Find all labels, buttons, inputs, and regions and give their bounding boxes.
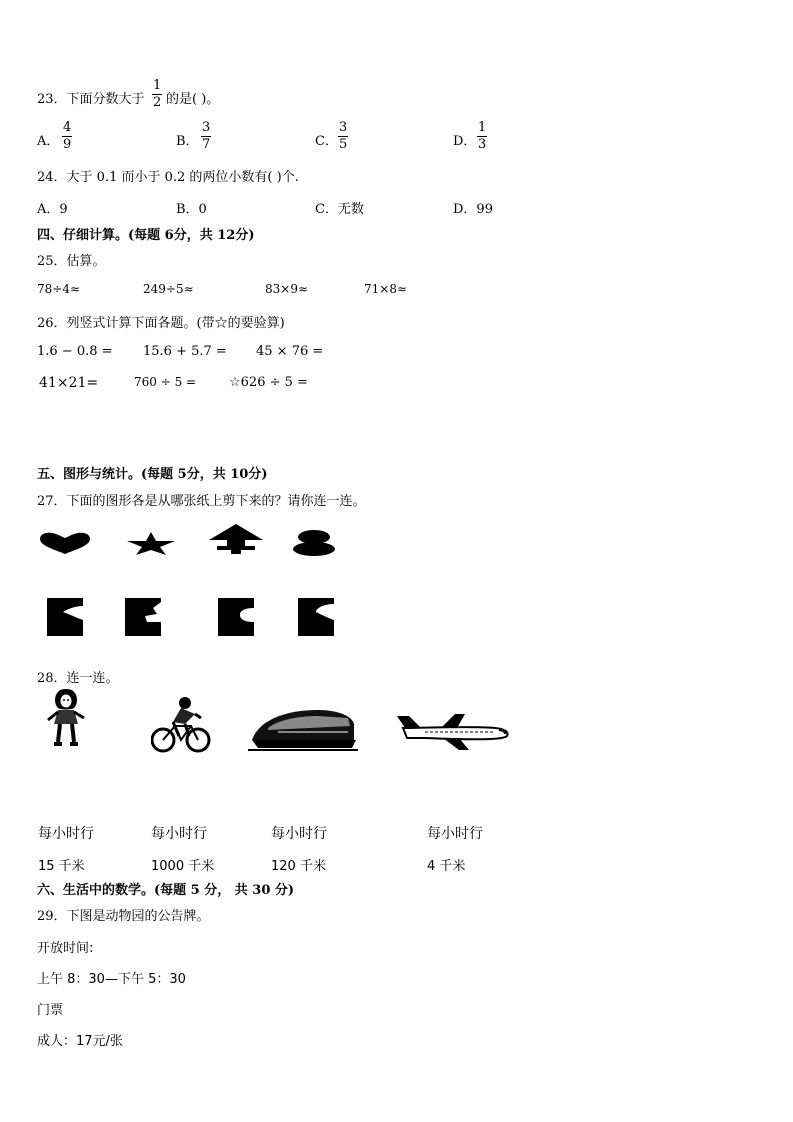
- star-icon: [126, 531, 176, 555]
- q27-title: 27．下面的图形各是从哪张纸上剪下来的？请你连一连。: [37, 494, 366, 509]
- speed-value-2: 1000 千米: [151, 859, 215, 874]
- q26-row1-item-1: 1.6 − 0.8 =: [37, 344, 113, 359]
- q26-row1-item-3: 45 × 76 =: [256, 344, 324, 359]
- q29-line-2: 上午 8：30—下午 5：30: [37, 972, 186, 987]
- q29-line-4: 成人：17元/张: [37, 1034, 123, 1049]
- speed-value-1: 15 千米: [38, 859, 85, 874]
- q26-row2-item-1: 41×21=: [39, 375, 99, 391]
- q23-prefix: 23．下面分数大于: [37, 92, 145, 107]
- q23-option-a-label: A．: [37, 134, 60, 149]
- section-5-heading: 五、图形与统计。(每题 5分，共 10分): [37, 467, 268, 482]
- q25-item-1: 78÷4≈: [37, 282, 81, 296]
- q24-option-c: C．无数: [315, 202, 364, 217]
- q26-row2-item-3: ☆626 ÷ 5 =: [229, 375, 308, 390]
- q26-title: 26．列竖式计算下面各题。(带☆的要验算): [37, 316, 285, 331]
- heart-icon: [38, 532, 92, 554]
- q23-stem: [37, 88, 145, 107]
- paper-mushroom-cut-icon: [298, 598, 334, 636]
- q23-option-d-fraction: 1 3: [478, 120, 487, 152]
- q29-line-3: 门票: [37, 1003, 64, 1018]
- q29-title: 29．下图是动物园的公告牌。: [37, 909, 210, 924]
- speed-label-2: 每小时行: [151, 826, 207, 842]
- q25-title: 25．估算。: [37, 254, 106, 269]
- section-6-heading: 六、生活中的数学。(每题 5 分， 共 30 分): [37, 883, 295, 898]
- speed-label-3: 每小时行: [271, 826, 327, 842]
- speed-label-4: 每小时行: [427, 826, 483, 842]
- paper-arrow-cut-icon: [218, 598, 254, 636]
- cyclist-icon: [151, 696, 211, 754]
- speed-label-1: 每小时行: [38, 826, 94, 842]
- arrow-up-icon: [209, 524, 264, 554]
- q24-option-b: B．0: [176, 202, 207, 217]
- mushroom-icon: [292, 530, 336, 556]
- q26-row1-item-2: 15.6 + 5.7 =: [143, 344, 227, 359]
- q24-option-d: D．99: [453, 202, 493, 217]
- q23-option-b-fraction: 3 7: [202, 120, 211, 152]
- q23-fraction: 1 2: [153, 78, 162, 110]
- speed-value-3: 120 千米: [271, 859, 326, 874]
- q25-item-4: 71×8≈: [364, 282, 408, 296]
- q25-item-3: 83×9≈: [265, 282, 309, 296]
- q25-item-2: 249÷5≈: [143, 282, 194, 296]
- q26-row2-item-2: 760 ÷ 5 =: [134, 375, 197, 389]
- q23-option-d-label: D．: [453, 134, 477, 149]
- q24-option-a: A．9: [37, 202, 68, 217]
- paper-star-cut-icon: [125, 598, 161, 636]
- q23-option-c-fraction: 3 5: [339, 120, 348, 152]
- q23-option-c-label: C．: [315, 134, 338, 149]
- paper-heart-cut-icon: [47, 598, 83, 636]
- airplane-icon: [395, 712, 509, 752]
- section-4-heading: 四、仔细计算。(每题 6分，共 12分): [37, 228, 255, 243]
- q23-option-a-fraction: 4 9: [63, 120, 72, 152]
- q23-suffix: 的是( )。: [166, 92, 220, 107]
- q29-line-1: 开放时间:: [37, 941, 94, 956]
- q24-stem: 24．大于 0.1 而小于 0.2 的两位小数有( )个.: [37, 170, 299, 185]
- bullet-train-icon: [248, 706, 358, 754]
- speed-value-4: 4 千米: [427, 859, 466, 874]
- q28-title: 28．连一连。: [37, 671, 119, 686]
- girl-walking-icon: [44, 688, 88, 750]
- q23-option-b-label: B．: [176, 134, 199, 149]
